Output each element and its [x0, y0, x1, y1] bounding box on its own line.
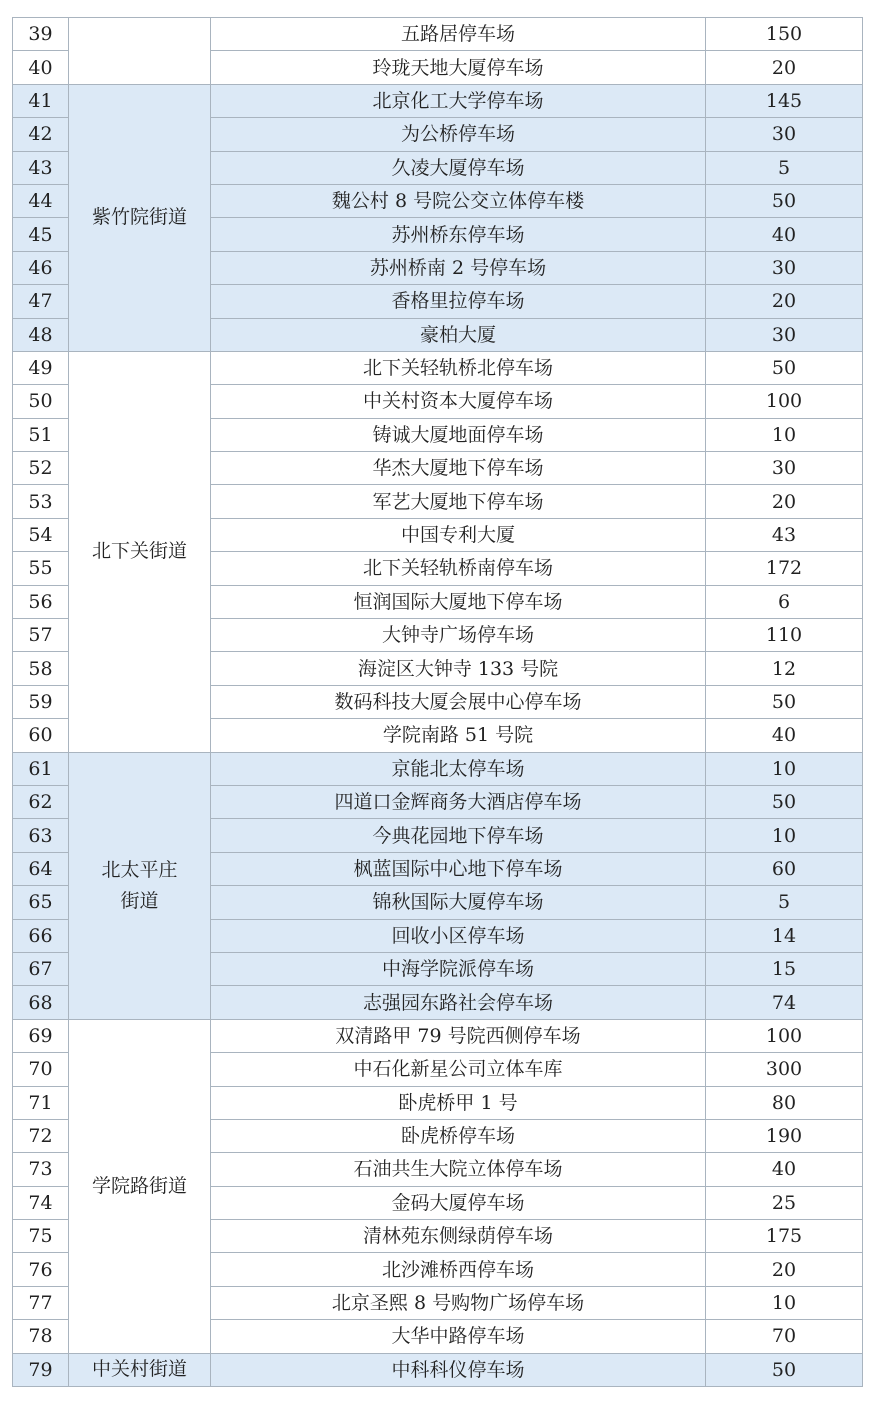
parking-name-cell: 四道口金辉商务大酒店停车场	[211, 785, 706, 818]
parking-name-cell: 回收小区停车场	[211, 919, 706, 952]
parking-name-cell: 魏公村 8 号院公交立体停车楼	[211, 184, 706, 217]
parking-spaces-cell: 5	[706, 886, 863, 919]
parking-name-cell: 志强园东路社会停车场	[211, 986, 706, 1019]
parking-table-body	[13, 18, 863, 1387]
parking-spaces-cell: 20	[706, 51, 863, 84]
row-number-cell: 71	[13, 1086, 69, 1119]
parking-name-cell: 苏州桥东停车场	[211, 218, 706, 251]
row-number-cell: 58	[13, 652, 69, 685]
parking-name-cell: 北沙滩桥西停车场	[211, 1253, 706, 1286]
parking-spaces-cell: 30	[706, 318, 863, 351]
parking-name-cell: 中海学院派停车场	[211, 952, 706, 985]
parking-name-cell: 中石化新星公司立体车库	[211, 1053, 706, 1086]
row-number-cell: 48	[13, 318, 69, 351]
parking-spaces-cell: 110	[706, 619, 863, 652]
parking-spaces-cell: 50	[706, 685, 863, 718]
parking-spaces-cell: 172	[706, 552, 863, 585]
parking-spaces-cell: 12	[706, 652, 863, 685]
parking-spaces-cell: 6	[706, 585, 863, 618]
parking-name-cell: 锦秋国际大厦停车场	[211, 886, 706, 919]
row-number-cell: 56	[13, 585, 69, 618]
parking-spaces-cell: 175	[706, 1220, 863, 1253]
parking-name-cell: 为公桥停车场	[211, 118, 706, 151]
row-number-cell: 61	[13, 752, 69, 785]
parking-table	[12, 17, 863, 1387]
parking-spaces-cell: 300	[706, 1053, 863, 1086]
row-number-cell: 51	[13, 418, 69, 451]
parking-name-cell: 海淀区大钟寺 133 号院	[211, 652, 706, 685]
parking-spaces-cell: 30	[706, 452, 863, 485]
parking-name-cell: 双清路甲 79 号院西侧停车场	[211, 1019, 706, 1052]
row-number-cell: 46	[13, 251, 69, 284]
row-number-cell: 74	[13, 1186, 69, 1219]
row-number-cell: 59	[13, 685, 69, 718]
parking-name-cell: 北京化工大学停车场	[211, 84, 706, 117]
parking-name-cell: 北京圣熙 8 号购物广场停车场	[211, 1286, 706, 1319]
parking-name-cell: 今典花园地下停车场	[211, 819, 706, 852]
parking-name-cell: 豪柏大厦	[211, 318, 706, 351]
parking-spaces-cell: 80	[706, 1086, 863, 1119]
parking-name-cell: 卧虎桥停车场	[211, 1119, 706, 1152]
row-number-cell: 44	[13, 184, 69, 217]
row-number-cell: 75	[13, 1220, 69, 1253]
row-number-cell: 47	[13, 285, 69, 318]
row-number-cell: 69	[13, 1019, 69, 1052]
row-number-cell: 40	[13, 51, 69, 84]
parking-name-cell: 铸诚大厦地面停车场	[211, 418, 706, 451]
parking-spaces-cell: 50	[706, 785, 863, 818]
row-number-cell: 77	[13, 1286, 69, 1319]
row-number-cell: 57	[13, 619, 69, 652]
table-row	[13, 18, 863, 51]
street-cell: 紫竹院街道	[69, 84, 211, 351]
row-number-cell: 72	[13, 1119, 69, 1152]
row-number-cell: 67	[13, 952, 69, 985]
table-row	[13, 752, 863, 785]
parking-spaces-cell: 50	[706, 1353, 863, 1386]
parking-spaces-cell: 40	[706, 719, 863, 752]
parking-name-cell: 恒润国际大厦地下停车场	[211, 585, 706, 618]
row-number-cell: 62	[13, 785, 69, 818]
parking-spaces-cell: 40	[706, 1153, 863, 1186]
table-row	[13, 1019, 863, 1052]
row-number-cell: 79	[13, 1353, 69, 1386]
parking-name-cell: 卧虎桥甲 1 号	[211, 1086, 706, 1119]
parking-name-cell: 军艺大厦地下停车场	[211, 485, 706, 518]
table-row	[13, 1353, 863, 1386]
parking-name-cell: 中国专利大厦	[211, 518, 706, 551]
parking-spaces-cell: 10	[706, 418, 863, 451]
parking-spaces-cell: 30	[706, 251, 863, 284]
row-number-cell: 43	[13, 151, 69, 184]
parking-spaces-cell: 190	[706, 1119, 863, 1152]
street-cell: 学院路街道	[69, 1019, 211, 1353]
parking-spaces-cell: 70	[706, 1320, 863, 1353]
parking-name-cell: 北下关轻轨桥南停车场	[211, 552, 706, 585]
street-cell: 北下关街道	[69, 351, 211, 752]
row-number-cell: 50	[13, 385, 69, 418]
parking-spaces-cell: 5	[706, 151, 863, 184]
parking-name-cell: 学院南路 51 号院	[211, 719, 706, 752]
street-cell	[69, 752, 211, 1019]
parking-spaces-cell: 100	[706, 1019, 863, 1052]
parking-spaces-cell: 50	[706, 351, 863, 384]
row-number-cell: 64	[13, 852, 69, 885]
street-cell	[69, 18, 211, 85]
parking-spaces-cell: 74	[706, 986, 863, 1019]
street-cell-line: 北太平庄	[101, 858, 178, 881]
row-number-cell: 42	[13, 118, 69, 151]
row-number-cell: 54	[13, 518, 69, 551]
parking-name-cell: 玲珑天地大厦停车场	[211, 51, 706, 84]
row-number-cell: 41	[13, 84, 69, 117]
row-number-cell: 45	[13, 218, 69, 251]
parking-name-cell: 金码大厦停车场	[211, 1186, 706, 1219]
row-number-cell: 73	[13, 1153, 69, 1186]
parking-name-cell: 久凌大厦停车场	[211, 151, 706, 184]
parking-name-cell: 大钟寺广场停车场	[211, 619, 706, 652]
row-number-cell: 70	[13, 1053, 69, 1086]
parking-spaces-cell: 50	[706, 184, 863, 217]
parking-spaces-cell: 14	[706, 919, 863, 952]
parking-name-cell: 香格里拉停车场	[211, 285, 706, 318]
parking-name-cell: 中关村资本大厦停车场	[211, 385, 706, 418]
parking-name-cell: 五路居停车场	[211, 18, 706, 51]
parking-name-cell: 中科科仪停车场	[211, 1353, 706, 1386]
parking-spaces-cell: 43	[706, 518, 863, 551]
parking-spaces-cell: 15	[706, 952, 863, 985]
parking-spaces-cell: 10	[706, 1286, 863, 1319]
parking-spaces-cell: 150	[706, 18, 863, 51]
row-number-cell: 53	[13, 485, 69, 518]
parking-spaces-cell: 100	[706, 385, 863, 418]
row-number-cell: 76	[13, 1253, 69, 1286]
parking-spaces-cell: 25	[706, 1186, 863, 1219]
row-number-cell: 78	[13, 1320, 69, 1353]
row-number-cell: 65	[13, 886, 69, 919]
parking-spaces-cell: 145	[706, 84, 863, 117]
parking-name-cell: 京能北太停车场	[211, 752, 706, 785]
table-row	[13, 351, 863, 384]
parking-spaces-cell: 20	[706, 285, 863, 318]
row-number-cell: 55	[13, 552, 69, 585]
parking-name-cell: 苏州桥南 2 号停车场	[211, 251, 706, 284]
street-cell: 中关村街道	[69, 1353, 211, 1386]
row-number-cell: 49	[13, 351, 69, 384]
parking-name-cell: 清林苑东侧绿荫停车场	[211, 1220, 706, 1253]
parking-spaces-cell: 20	[706, 1253, 863, 1286]
parking-name-cell: 数码科技大厦会展中心停车场	[211, 685, 706, 718]
parking-name-cell: 北下关轻轨桥北停车场	[211, 351, 706, 384]
row-number-cell: 52	[13, 452, 69, 485]
parking-spaces-cell: 60	[706, 852, 863, 885]
row-number-cell: 39	[13, 18, 69, 51]
parking-name-cell: 石油共生大院立体停车场	[211, 1153, 706, 1186]
parking-spaces-cell: 10	[706, 752, 863, 785]
parking-spaces-cell: 30	[706, 118, 863, 151]
row-number-cell: 66	[13, 919, 69, 952]
parking-name-cell: 大华中路停车场	[211, 1320, 706, 1353]
row-number-cell: 63	[13, 819, 69, 852]
parking-name-cell: 枫蓝国际中心地下停车场	[211, 852, 706, 885]
parking-spaces-cell: 20	[706, 485, 863, 518]
table-row	[13, 84, 863, 117]
parking-spaces-cell: 40	[706, 218, 863, 251]
street-cell-line: 街道	[120, 889, 159, 912]
parking-name-cell: 华杰大厦地下停车场	[211, 452, 706, 485]
parking-spaces-cell: 10	[706, 819, 863, 852]
row-number-cell: 60	[13, 719, 69, 752]
row-number-cell: 68	[13, 986, 69, 1019]
